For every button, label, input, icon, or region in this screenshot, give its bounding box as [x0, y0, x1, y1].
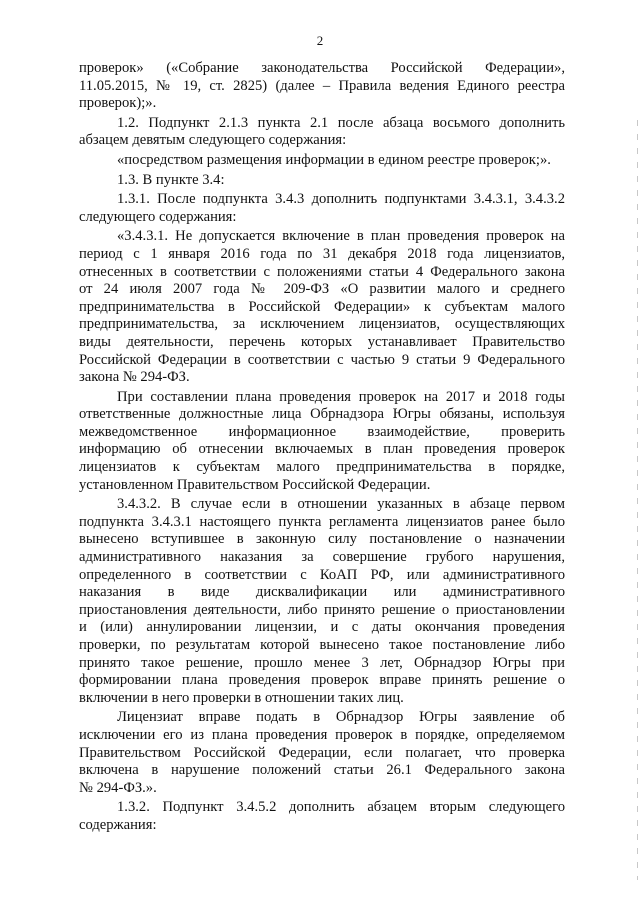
text-line: проверок);».	[79, 95, 157, 112]
text-line: установленном Правительством Российской Федерации.	[79, 476, 431, 493]
text-line: вынесено вступившее в законную силу постановление о назначении	[79, 531, 565, 548]
paragraph-quote: «посредством размещения информации в едином реестре проверок;».	[117, 151, 551, 168]
paragraph-start-3-4-3-1: «3.4.3.1. Не допускается включение в план проведения проверок на	[117, 228, 565, 245]
text-line: и (или) аннулировании лицензии, и с даты окончания проведения	[79, 619, 565, 636]
document-body	[79, 60, 565, 835]
text-line: предпринимательства в Российской Федерации» к субъектам малого	[79, 298, 565, 315]
text-line: отнесенных в соответствии с положениями статьи 4 Федерального закона	[79, 263, 565, 280]
text-line: закона № 294-ФЗ.	[79, 369, 190, 386]
text-line: межведомственное информационное взаимодействие, проверить	[79, 423, 565, 440]
paragraph-start-planning: При составлении плана проведения проверок на 2017 и 2018 годы	[117, 388, 565, 405]
scan-edge-shadow	[637, 120, 638, 880]
text-line: Правительством Российской Федерации, если полагает, что проверка	[79, 744, 565, 761]
text-line: № 294-ФЗ.».	[79, 779, 157, 796]
text-line: ответственные должностные лица Обрнадзора Югры обязаны, используя	[79, 406, 565, 423]
paragraph-start-1-3-1: 1.3.1. После подпункта 3.4.3 дополнить подпунктами 3.4.3.1, 3.4.3.2	[117, 191, 565, 208]
text-line: подпункта 3.4.3.1 настоящего пункта регламента лицензиатов ранее было	[79, 513, 565, 530]
text-line: содержания:	[79, 816, 157, 833]
text-line: административного наказания за совершение грубого нарушения,	[79, 549, 565, 566]
text-line: проверок» («Собрание законодательства Российской Федерации»,	[79, 60, 565, 76]
paragraph-start-3-4-3-2: 3.4.3.2. В случае если в отношении указанных в абзаце первом	[117, 496, 565, 513]
text-line: следующего содержания:	[79, 208, 237, 225]
text-line: период с 1 января 2016 года по 31 декабря 2018 года лицензиатов,	[79, 245, 565, 262]
text-line: проверки, по результатам которой вынесено такое постановление либо	[79, 637, 565, 653]
paragraph-start-1-3: 1.3. В пункте 3.4:	[117, 171, 225, 188]
text-line: информацию об отнесении включаемых в план проведения проверок	[79, 441, 565, 458]
text-line: от 24 июля 2007 года № 209-ФЗ «О развитии малого и среднего	[79, 281, 565, 298]
text-line: 11.05.2015, № 19, ст. 2825) (далее – Правила ведения Единого реестра	[79, 77, 565, 94]
paragraph-start-1-3-2: 1.3.2. Подпункт 3.4.5.2 дополнить абзацем вторым следующего	[117, 799, 565, 816]
page-number: 2	[316, 33, 324, 48]
text-line: предпринимательства, за исключением лицензиатов, осуществляющих	[79, 316, 565, 333]
text-line: наказания в виде дисквалификации или административного	[79, 584, 565, 601]
text-line: абзацем девятым следующего содержания:	[79, 132, 347, 149]
paragraph-start-licensee: Лицензиат вправе подать в Обрнадзор Югры заявление об	[117, 709, 565, 726]
text-line: виды деятельности, перечень которых устанавливает Правительство	[79, 333, 565, 350]
text-line: принято такое решение, прошло менее 3 лет, Обрнадзор Югры при	[79, 654, 565, 671]
text-line: исключении его из плана проведения проверок в порядке, определяемом	[79, 726, 565, 743]
paragraph-start-1-2: 1.2. Подпункт 2.1.3 пункта 2.1 после абзаца восьмого дополнить	[117, 114, 565, 131]
text-line: Российской Федерации в соответствии с частью 9 статьи 9 Федерального	[79, 351, 565, 368]
text-line: включении в него проверки в отношении таких лиц.	[79, 689, 404, 706]
text-line: лицензиатов к субъектам малого предпринимательства в порядке,	[79, 459, 565, 476]
text-line: определенного в соответствии с КоАП РФ, или административного	[79, 566, 565, 583]
text-line: формировании плана проведения проверок вправе принять решение о	[79, 672, 565, 689]
text-line: приостановления деятельности, либо принято решение о приостановлении	[79, 601, 565, 618]
text-line: включена в нарушение положений статьи 26.1 Федерального закона	[79, 762, 565, 779]
